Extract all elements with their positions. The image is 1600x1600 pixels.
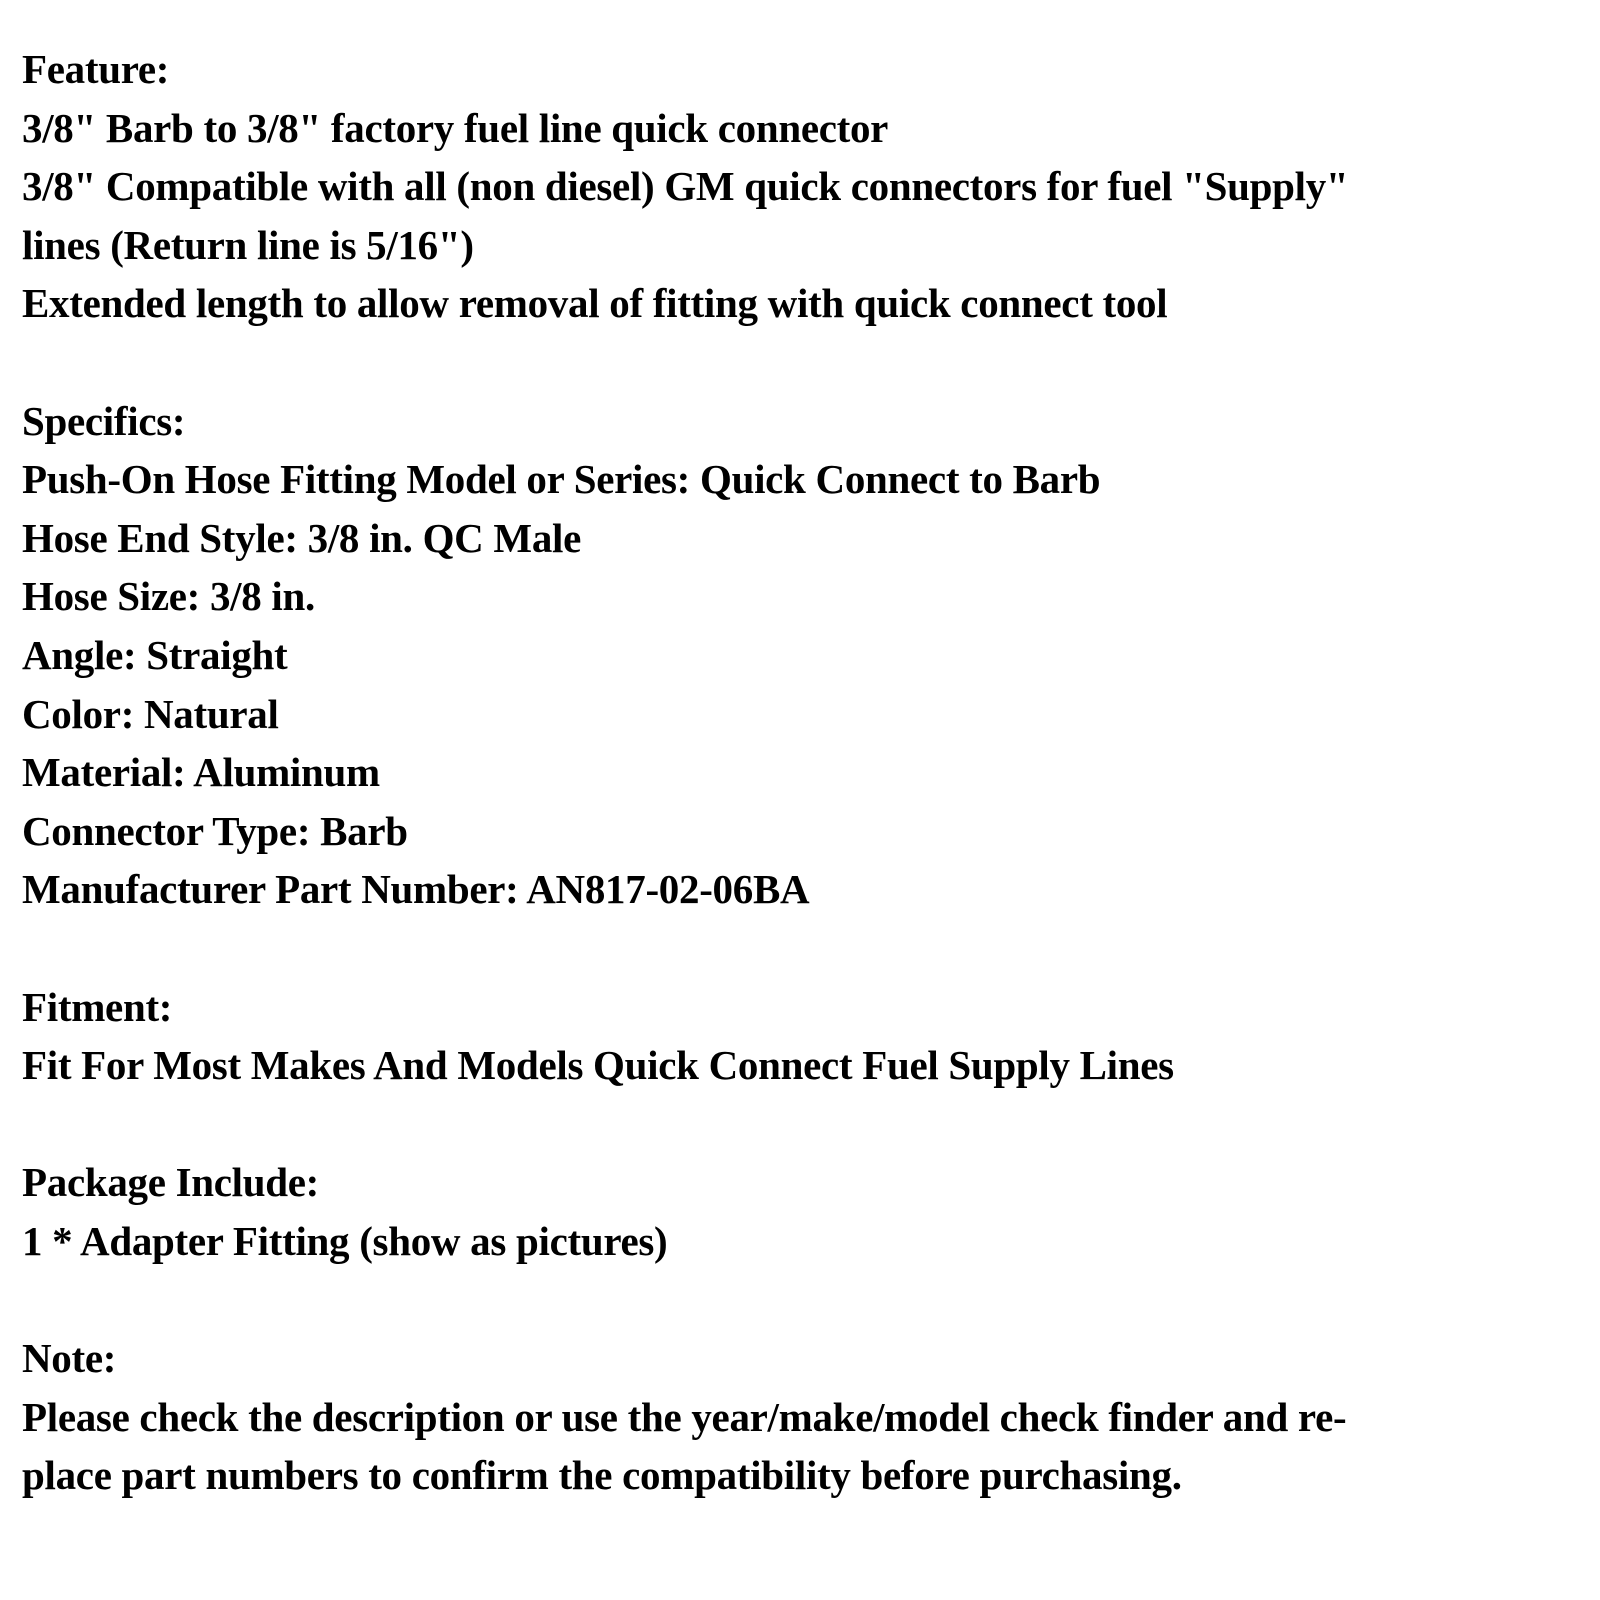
section-specifics <box>22 392 1578 919</box>
section-heading: Package Include: <box>22 1159 319 1206</box>
text-line: place part numbers to confirm the compatibility before purchasing. <box>22 1452 1182 1499</box>
text-line: Manufacturer Part Number: AN817-02-06BA <box>22 866 810 913</box>
section-feature <box>22 40 1578 333</box>
text-line: Hose End Style: 3/8 in. QC Male <box>22 514 582 561</box>
text-line: 1 * Adapter Fitting (show as pictures) <box>22 1217 668 1264</box>
text-line: 3/8" Barb to 3/8" factory fuel line quick connector <box>22 104 889 151</box>
text-line: Material: Aluminum <box>22 749 380 796</box>
text-line: Extended length to allow removal of fitting with quick connect tool <box>22 280 1168 327</box>
text-line: 3/8" Compatible with all (non diesel) GM quick connectors for fuel "Supply" <box>22 163 1349 210</box>
section-fitment <box>22 978 1578 1095</box>
section-note <box>22 1329 1578 1505</box>
text-line: lines (Return line is 5/16") <box>22 221 474 268</box>
section-heading: Fitment: <box>22 983 173 1030</box>
text-line: Color: Natural <box>22 690 279 737</box>
section-heading: Note: <box>22 1335 117 1382</box>
text-line: Please check the description or use the year/make/model check finder and re- <box>22 1393 1347 1440</box>
text-line: Connector Type: Barb <box>22 807 408 854</box>
text-line: Hose Size: 3/8 in. <box>22 573 315 620</box>
section-heading: Specifics: <box>22 397 186 444</box>
section-package-include <box>22 1153 1578 1270</box>
text-line: Angle: Straight <box>22 631 288 678</box>
text-line: Fit For Most Makes And Models Quick Connect Fuel Supply Lines <box>22 1042 1174 1089</box>
section-heading: Feature: <box>22 46 170 92</box>
text-line: Push-On Hose Fitting Model or Series: Quick Connect to Barb <box>22 456 1101 503</box>
